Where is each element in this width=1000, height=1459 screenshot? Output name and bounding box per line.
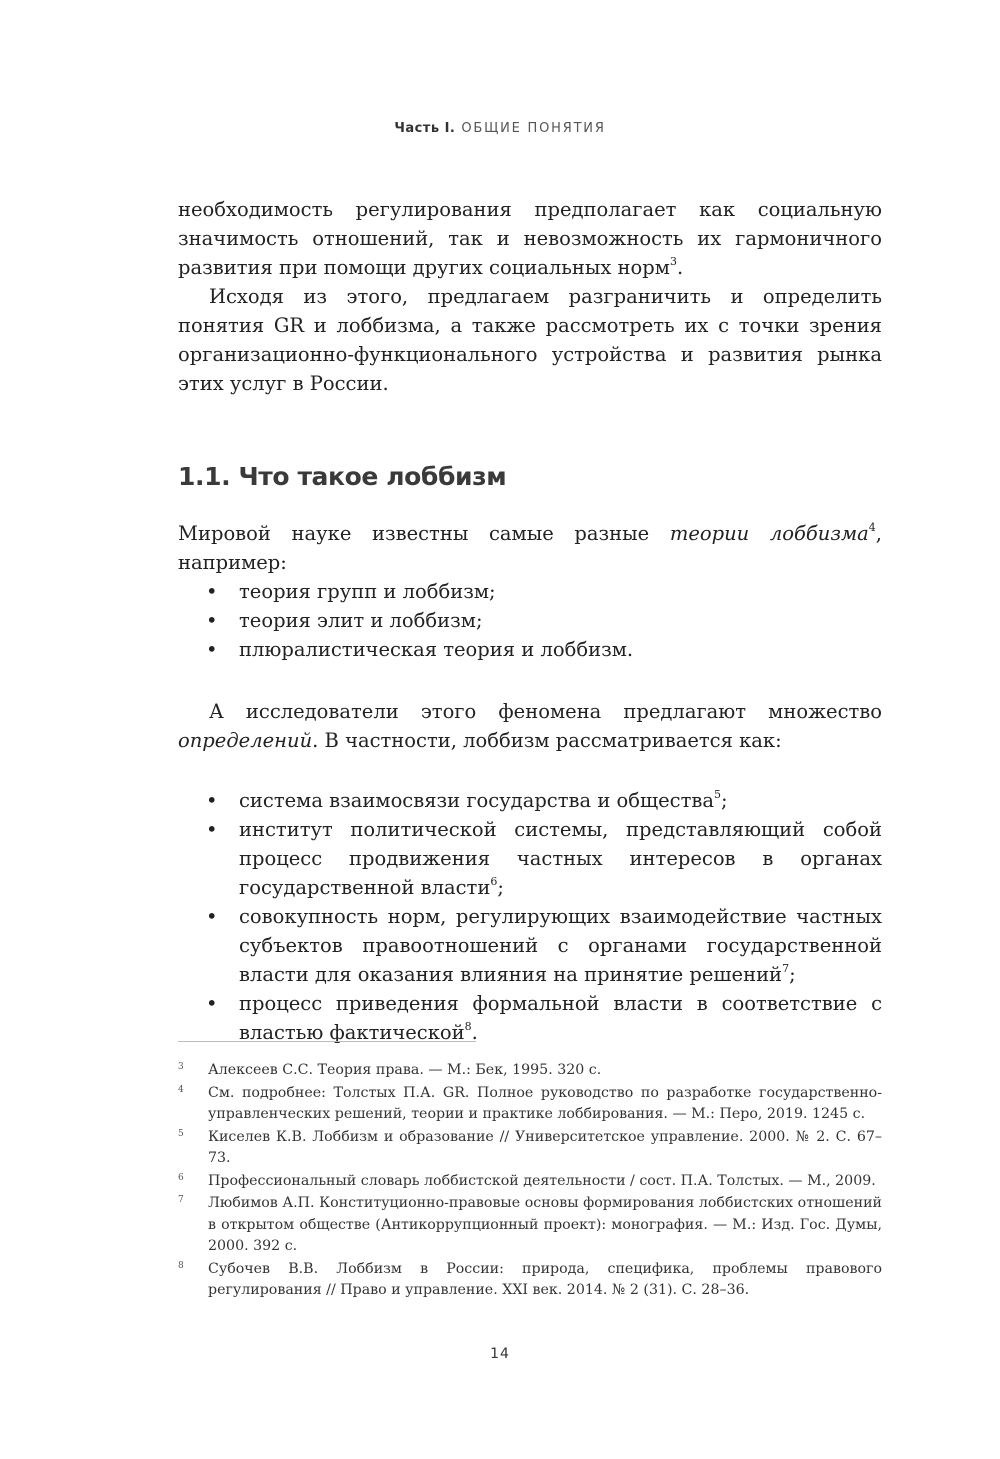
page-number: 14 [490, 1346, 510, 1362]
footnote-ref-6: 6 [490, 874, 498, 888]
footnote-item [178, 1127, 882, 1170]
list-item [178, 786, 882, 815]
list-item-end: ; [497, 876, 504, 899]
footnote-ref-8: 8 [464, 1019, 472, 1033]
definitions-intro-italic: определений [178, 729, 313, 752]
footnote-divider [178, 1041, 476, 1042]
list-item-text: система взаимосвязи государства и общества [239, 789, 714, 812]
footnote-text: Субочев В.В. Лоббизм в России: природа, специфика, проблемы правового регулирования // Право и управление. XXI век. 2014. № 2 (31). С. 28–36. [208, 1260, 882, 1298]
definitions-intro-after: . В частности, лоббизм рассматривается как: [312, 729, 782, 752]
footnote-number: 8 [178, 1260, 184, 1271]
footnote-item [178, 1259, 882, 1302]
list-item-end: ; [789, 963, 796, 986]
theories-intro [178, 519, 882, 577]
footnote-item [178, 1171, 882, 1193]
definitions-intro [178, 697, 882, 755]
list-item [178, 815, 882, 902]
footnote-number: 4 [178, 1084, 184, 1095]
theories-intro-italic: теории лоббизма [669, 522, 869, 545]
footnote-text: Любимов А.П. Конституционно-правовые основы формирования лоббистских отношений в открытом обществе (Антикоррупционный проект): монография. — М.: Изд. Гос. Думы, 2000. 392 с. [208, 1195, 882, 1254]
list-item [178, 606, 882, 635]
footnote-item [178, 1060, 882, 1082]
list-item-end: ; [720, 789, 728, 812]
footnote-number: 6 [178, 1172, 184, 1183]
list-item [178, 577, 882, 606]
footnote-number: 5 [178, 1128, 184, 1139]
footnote-text: Профессиональный словарь лоббистской деятельности / сост. П.А. Толстых. — М., 2009. [208, 1172, 876, 1189]
running-head [0, 121, 1000, 136]
definitions-list [178, 786, 882, 1047]
section-running-title: ОБЩИЕ ПОНЯТИЯ [461, 121, 606, 136]
list-item-text: плюралистическая теория и лоббизм. [239, 638, 634, 661]
bullet-icon: • [206, 609, 218, 632]
list-item-end: . [471, 1021, 478, 1044]
footnote-text: См. подробнее: Толстых П.А. GR. Полное руководство по разработке государственно-управленческих решений, теории и практике лоббирования. — М.: Перо, 2019. 1245 с. [208, 1084, 882, 1122]
theories-list [178, 577, 882, 664]
section-heading: 1.1. Что такое лоббизм [178, 462, 507, 491]
part-label: Часть I. [394, 121, 456, 136]
bullet-icon: • [206, 638, 218, 661]
footnote-ref-7: 7 [782, 961, 790, 975]
footnote-text: Алексеев С.С. Теория права. — М.: Бек, 1995. 320 с. [208, 1062, 602, 1078]
list-item-text: процесс приведения формальной власти в соответствие с властью фактической [239, 992, 882, 1044]
intro-paragraph-2: Исходя из этого, предлагаем разграничить и определить понятия GR и лоббизма, а также рассмотреть их с точки зрения организационно-функционального устройства и развития рынка этих услуг в России. [178, 285, 882, 395]
footnote-ref-5: 5 [713, 787, 721, 801]
theories-intro-after: , например: [178, 522, 882, 574]
list-item [178, 989, 882, 1047]
list-item [178, 902, 882, 989]
intro-paragraph-1-end: . [676, 256, 684, 279]
footnote-ref-4: 4 [868, 520, 876, 534]
list-item [178, 635, 882, 664]
list-item-text: теория элит и лоббизм; [239, 609, 483, 632]
footnote-number: 7 [178, 1195, 184, 1205]
intro-paragraph-1 [178, 195, 882, 282]
list-item-text: совокупность норм, регулирующих взаимодействие частных субъектов правоотношений с органами государственной власти для оказания влияния на принятие решений [239, 905, 882, 986]
bullet-icon: • [206, 818, 218, 841]
list-item-text: институт политической системы, представляющий собой процесс продвижения частных интересов в органах государственной власти [239, 818, 882, 899]
bullet-icon: • [206, 580, 218, 603]
bullet-icon: • [206, 789, 218, 812]
footnote-text: Киселев К.В. Лоббизм и образование // Университетское управление. 2000. № 2. С. 67–73. [208, 1128, 882, 1166]
footnote-ref-3: 3 [669, 254, 677, 268]
footnotes-list [178, 1060, 882, 1303]
footnote-item [178, 1083, 882, 1126]
definitions-intro-text: А исследователи этого феномена предлагают множество [209, 700, 882, 723]
footnote-number: 3 [178, 1062, 184, 1072]
theories-intro-text: Мировой науке известны самые разные [178, 522, 670, 545]
footnote-item [178, 1193, 882, 1258]
list-item-text: теория групп и лоббизм; [239, 580, 496, 603]
intro-paragraph-1-text: необходимость регулирования предполагает как социальную значимость отношений, так и невозможность их гармоничного развития при помощи других социальных норм [178, 198, 882, 279]
bullet-icon: • [206, 992, 218, 1015]
bullet-icon: • [206, 905, 218, 928]
